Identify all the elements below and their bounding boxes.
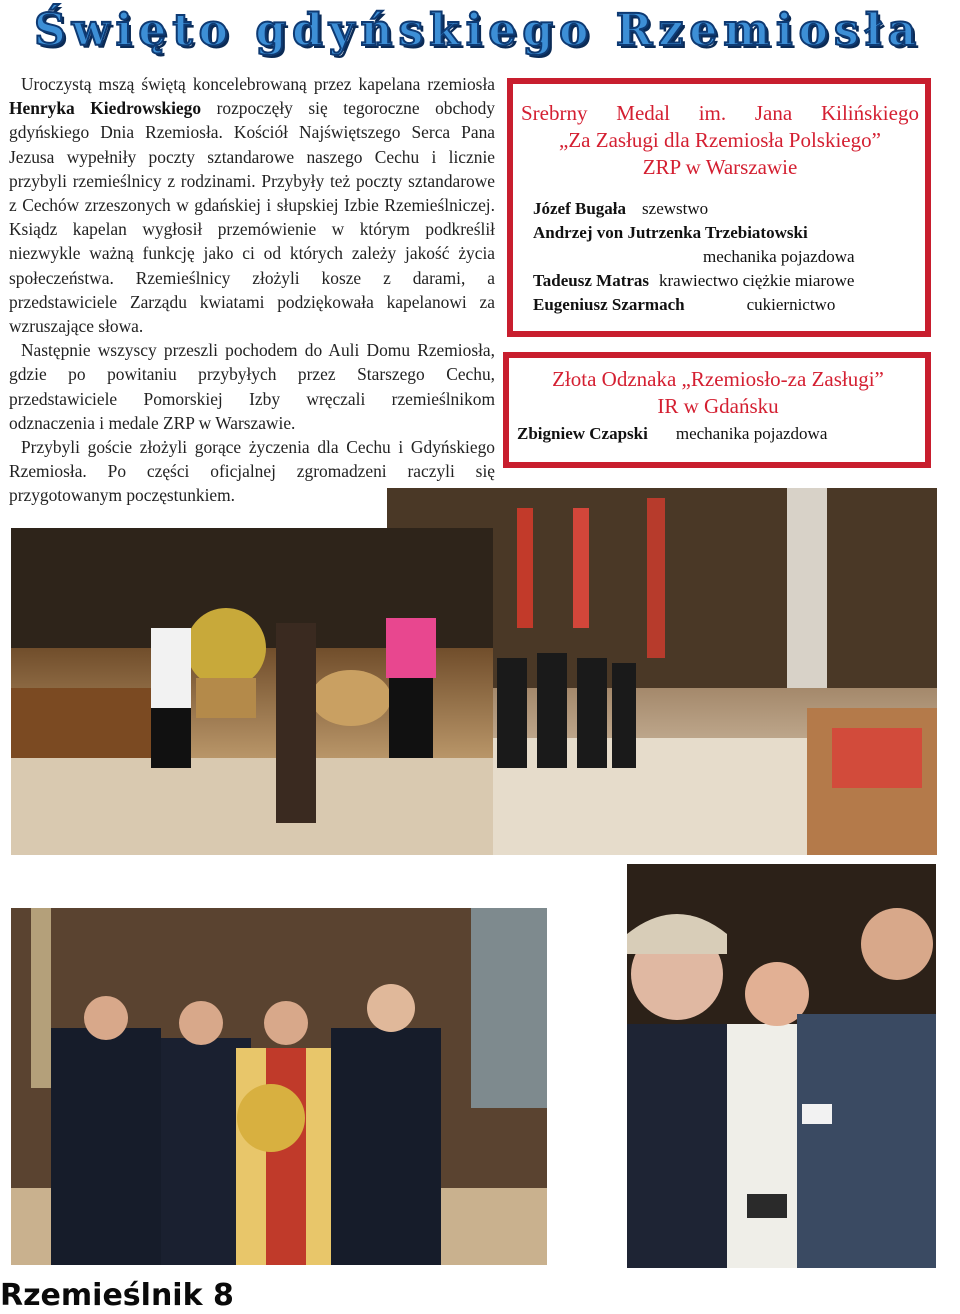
awardee-row: [533, 221, 919, 269]
awardee-name: Zbigniew Czapski: [517, 424, 648, 443]
article-text: rozpoczęły się tegoroczne obchody gdyńskiego Dnia Rzemiosła. Kościół Najświętszego Serca Pana Jezusa wypełniły poczty sztandarowe naszego Cechu i licznie przybyli rzemieślnicy z rodzinami. Przybyły też poczty sztandarowe z Cechów zrzeszonych w gdańskiej i słupskiej Izbie Rzemieślniczej. Ksiądz kapelan wygłosił przemówienie w którym podkreślił niezwykle ważną funkcję jako ci od których zależy jakość życia społeczeństwa. Rzemieślnicy złożyli kosze z darami, a przedstawiciele Zarządu kwiatami podziękowała kapelanowi za wzruszające słowa.: [9, 98, 495, 337]
awardee-name: Józef Bugała: [533, 199, 627, 218]
article-body: [9, 72, 495, 508]
title-word: Medal: [616, 101, 670, 125]
silver-medal-box: [507, 78, 931, 337]
title-word: Srebrny: [521, 101, 588, 125]
page-title: Święto gdyńskiego Rzemiosła: [34, 5, 923, 56]
awardee-trade: mechanika pojazdowa: [703, 247, 855, 266]
silver-medal-title: [521, 100, 919, 127]
awardee-row: [533, 293, 919, 317]
awardee-trade: krawiectwo ciężkie miarowe: [659, 271, 855, 290]
title-word: im.: [698, 101, 727, 125]
silver-medal-issuer: ZRP w Warszawie: [642, 155, 798, 179]
awardee-name: Tadeusz Matras: [533, 271, 650, 290]
article-paragraph-1: [9, 72, 495, 338]
procession-photo: [11, 528, 493, 855]
clergy-group-photo: [11, 908, 547, 1265]
article-text: Uroczystą mszą świętą koncelebrowaną przez kapelana rzemiosła: [21, 74, 495, 94]
chaplain-name: Henryka Kiedrowskiego: [9, 98, 202, 119]
awardee-name: Andrzej von Jutrzenka Trzebiatowski: [533, 223, 808, 242]
article-paragraph-3: Przybyli goście złożyli gorące życzenia dla Cechu i Gdyńskiego Rzemiosła. Po części oficjalnej zgromadzeni raczyli się przygotowanym poczęstunkiem.: [9, 437, 495, 506]
article-paragraph-2: Następnie wszyscy przeszli pochodem do Auli Domu Rzemiosła, gdzie po powitaniu przybyłych przez Starszego Cechu, przedstawiciele Pomorskiej Izby wręczali rzemieślnikom odznaczenia i medale ZRP w Warszawie.: [9, 340, 495, 433]
awardee-row: [533, 197, 919, 221]
gold-badge-box: [503, 352, 931, 468]
awardee-row: [533, 269, 919, 293]
gold-badge-issuer: IR w Gdańsku: [657, 394, 779, 418]
gold-badge-title: Złota Odznaka „Rzemiosło-za Zasługi”: [552, 367, 884, 391]
awardee-trade: cukiernictwo: [746, 295, 836, 314]
award-ceremony-photo: [627, 864, 936, 1268]
awardee-trade: szewstwo: [642, 199, 709, 218]
awardee-row: [517, 422, 919, 446]
silver-medal-awardees: [521, 197, 919, 317]
title-word: Jana: [754, 101, 793, 125]
procession-illustration: [11, 528, 493, 855]
awardee-trade: mechanika pojazdowa: [675, 424, 828, 443]
silver-medal-subtitle: „Za Zasługi dla Rzemiosła Polskiego”: [559, 128, 881, 152]
title-word: Kilińskiego: [820, 101, 919, 125]
footer-label: Rzemieślnik 8: [0, 1278, 234, 1313]
awardee-name: Eugeniusz Szarmach: [533, 295, 685, 314]
clergy-group-illustration: [11, 908, 547, 1265]
award-ceremony-illustration: [627, 864, 936, 1268]
